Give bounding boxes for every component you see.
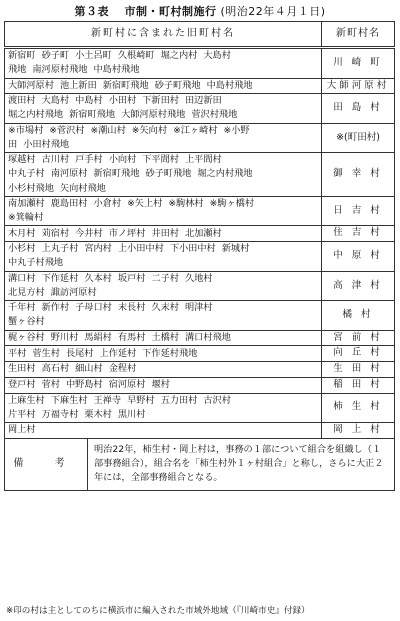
new-municipality-name: 御 幸 村 bbox=[322, 153, 395, 197]
village-name: 新宿町 bbox=[8, 50, 36, 61]
village-name: 小田村飛地 bbox=[23, 138, 70, 150]
village-name: 菅生村 bbox=[32, 347, 60, 359]
old-villages-cell bbox=[5, 226, 322, 242]
village-line bbox=[8, 256, 318, 270]
village-name: 坂戸村 bbox=[117, 272, 146, 284]
village-name: ※小野 bbox=[223, 124, 250, 136]
village-name: 大島村 bbox=[41, 95, 70, 107]
village-name: 砂子町 bbox=[41, 50, 70, 61]
village-name: ※菅沢村 bbox=[49, 124, 85, 136]
village-name: 上麻生村 bbox=[8, 394, 45, 406]
new-municipality-name: 高 津 村 bbox=[322, 271, 395, 301]
village-name: 小土呂町 bbox=[75, 50, 112, 61]
village-line bbox=[8, 315, 318, 329]
remarks-cell bbox=[5, 438, 395, 490]
old-villages-cell bbox=[5, 301, 322, 331]
village-name: 井田村 bbox=[151, 227, 179, 239]
village-name: 万福寺村 bbox=[41, 408, 79, 420]
village-name: 小倉村 bbox=[93, 197, 122, 209]
village-name: 大師河原村飛地 bbox=[121, 109, 186, 121]
village-name: 諏訪河原村 bbox=[50, 286, 97, 298]
village-name: 高石村 bbox=[41, 363, 70, 375]
village-name: 小田村 bbox=[108, 95, 137, 107]
village-name: ※市場村 bbox=[8, 124, 44, 136]
village-name: 馬絹村 bbox=[84, 331, 112, 343]
new-municipality-name: 宮 前 村 bbox=[322, 330, 395, 346]
village-name: 片平村 bbox=[8, 408, 36, 420]
new-municipality-name: 中 原 村 bbox=[322, 242, 395, 272]
village-name: 栗木村 bbox=[84, 408, 112, 420]
village-name: 王禅寺 bbox=[93, 394, 122, 406]
table-row bbox=[5, 301, 395, 331]
village-name: 下作延村飛地 bbox=[142, 347, 198, 359]
table-number: 第３表 bbox=[74, 5, 109, 18]
table-row bbox=[5, 196, 395, 226]
village-line bbox=[8, 63, 318, 77]
village-line bbox=[8, 286, 318, 300]
village-name: 岡上村 bbox=[8, 424, 36, 436]
village-name: 小杉村 bbox=[8, 243, 36, 255]
village-name: 下小田中村 bbox=[169, 243, 216, 255]
village-name: 中野島村 bbox=[65, 379, 103, 391]
village-line bbox=[8, 124, 318, 138]
village-line bbox=[8, 197, 318, 211]
village-name: 堀之内村飛地 bbox=[8, 109, 64, 121]
village-name: 新宿町飛地 bbox=[102, 79, 149, 91]
footnote: ※印の村は主としてのちに横浜市に編入された市域外地域（『川崎市史』付録） bbox=[6, 606, 310, 616]
village-name: 中島村飛地 bbox=[93, 64, 140, 76]
village-line bbox=[8, 167, 318, 181]
village-name: 金程村 bbox=[108, 363, 137, 375]
remarks-text: 明治22年，柿生村・岡上村は，事務の１部について組合を組織し（１部事務組合），組合名を「柿生村外１ヶ村組合」と称し，さらに大正２年には，全部事務組合となる。 bbox=[94, 443, 384, 484]
village-line bbox=[8, 49, 318, 63]
new-municipality-name: 住 吉 村 bbox=[322, 226, 395, 242]
village-name: 上小田中村 bbox=[117, 243, 164, 255]
old-villages-cell bbox=[5, 242, 322, 272]
village-name: 古沢村 bbox=[203, 394, 231, 406]
new-municipality-name: 橘 村 bbox=[322, 301, 395, 331]
village-name: 砂子町飛地 bbox=[154, 79, 201, 91]
new-municipality-name: 向 丘 村 bbox=[322, 346, 395, 362]
village-name: 上作延村 bbox=[99, 347, 137, 359]
village-name: ※駒ヶ橋村 bbox=[209, 197, 255, 209]
village-name: 久地村 bbox=[185, 272, 213, 284]
header-new-name: 新町村名 bbox=[322, 22, 395, 48]
village-name: 久本村 bbox=[84, 272, 112, 284]
table-row bbox=[5, 78, 395, 94]
new-municipality-name: 岡 上 村 bbox=[322, 423, 395, 439]
village-name: 木月村 bbox=[8, 227, 36, 239]
village-name: 蟹ヶ谷村 bbox=[8, 316, 45, 328]
village-name: 上平間村 bbox=[185, 154, 222, 166]
village-name: 五力田村 bbox=[160, 394, 198, 406]
village-name: 下平間村 bbox=[142, 154, 179, 166]
village-name: 有馬村 bbox=[117, 331, 146, 343]
village-name: ※矢上村 bbox=[127, 197, 163, 209]
village-name: 久根崎町 bbox=[117, 50, 155, 61]
village-name: 下新田村 bbox=[142, 95, 179, 107]
village-line bbox=[8, 153, 318, 167]
village-line bbox=[8, 79, 318, 93]
table-row bbox=[5, 271, 395, 301]
village-name: 菅沢村飛地 bbox=[191, 109, 238, 121]
village-name: ※箕輪村 bbox=[8, 212, 44, 224]
village-line bbox=[8, 408, 318, 422]
village-name: 田辺新田 bbox=[185, 95, 222, 107]
new-municipality-name: 生 田 村 bbox=[322, 362, 395, 378]
village-name: 塚越村 bbox=[8, 154, 36, 166]
village-name: 中島村飛地 bbox=[206, 79, 253, 91]
new-municipality-name: 柿 生 村 bbox=[322, 393, 395, 423]
village-name: 梶ヶ谷村 bbox=[8, 331, 45, 343]
village-name: 飛地 bbox=[8, 64, 27, 76]
village-name: 溝口村飛地 bbox=[185, 331, 231, 343]
remarks-row bbox=[5, 438, 395, 490]
village-line bbox=[8, 94, 318, 108]
old-villages-cell bbox=[5, 423, 322, 439]
village-line bbox=[8, 227, 318, 241]
village-name: ※潮山村 bbox=[90, 124, 126, 136]
village-name: 小向村 bbox=[108, 154, 137, 166]
header-old-villages: 新町村に含まれた旧町村名 bbox=[5, 22, 322, 48]
new-municipality-name: 大師河原村 bbox=[322, 78, 395, 94]
village-name: 北見方村 bbox=[8, 286, 45, 298]
village-line bbox=[8, 182, 318, 196]
village-name: 堀之内村飛地 bbox=[197, 168, 253, 180]
village-name: 二子村 bbox=[151, 272, 179, 284]
village-name: 池上新田 bbox=[59, 79, 97, 91]
village-line bbox=[8, 331, 318, 345]
village-name: 大島村 bbox=[203, 50, 231, 61]
new-municipality-name: 日 吉 村 bbox=[322, 196, 395, 226]
old-villages-cell bbox=[5, 377, 322, 393]
village-name: 上丸子村 bbox=[41, 243, 79, 255]
village-name: 子母口村 bbox=[75, 302, 112, 314]
village-name: 中丸子村 bbox=[8, 168, 45, 180]
village-name: 市ノ坪村 bbox=[108, 227, 146, 239]
village-name: 北加瀬村 bbox=[185, 227, 222, 239]
old-villages-cell bbox=[5, 196, 322, 226]
table-row bbox=[5, 362, 395, 378]
village-line bbox=[8, 394, 318, 408]
village-name: 戸手村 bbox=[75, 154, 103, 166]
table-row bbox=[5, 153, 395, 197]
municipality-table bbox=[4, 21, 395, 491]
village-name: 千年村 bbox=[8, 302, 36, 314]
village-name: 長尾村 bbox=[65, 347, 94, 359]
village-name: 田 bbox=[8, 138, 18, 150]
village-name: 南河原村飛地 bbox=[32, 64, 88, 76]
village-line bbox=[8, 362, 318, 376]
header-row bbox=[5, 22, 395, 48]
village-line bbox=[8, 211, 318, 225]
village-name: 南河原村 bbox=[50, 168, 88, 180]
remarks-label: 備 考 bbox=[5, 439, 88, 490]
village-line bbox=[8, 108, 318, 122]
village-name: 下麻生村 bbox=[50, 394, 88, 406]
village-name: 砂子町飛地 bbox=[145, 168, 192, 180]
village-name: 新城村 bbox=[221, 243, 250, 255]
village-name: 中島村 bbox=[75, 95, 103, 107]
village-name: 土橋村 bbox=[151, 331, 179, 343]
table-row bbox=[5, 346, 395, 362]
village-name: 早野村 bbox=[127, 394, 155, 406]
village-name: 末長村 bbox=[117, 302, 146, 314]
village-name: 小杉村飛地 bbox=[8, 182, 54, 194]
village-name: 溝口村 bbox=[8, 272, 36, 284]
village-name: 古川村 bbox=[41, 154, 70, 166]
village-name: 宮内村 bbox=[84, 243, 112, 255]
new-municipality-name: 田 島 村 bbox=[322, 94, 395, 124]
old-villages-cell bbox=[5, 48, 322, 79]
village-name: 新宿町飛地 bbox=[69, 109, 116, 121]
village-name: 下作延村 bbox=[41, 272, 79, 284]
table-row bbox=[5, 94, 395, 124]
old-villages-cell bbox=[5, 271, 322, 301]
village-name: 黒川村 bbox=[117, 408, 146, 420]
table-row bbox=[5, 48, 395, 79]
table-row bbox=[5, 423, 395, 439]
village-name: 細山村 bbox=[75, 363, 103, 375]
village-line bbox=[8, 378, 318, 392]
village-name: 宿河原村 bbox=[108, 379, 146, 391]
old-villages-cell bbox=[5, 94, 322, 124]
village-name: 苅宿村 bbox=[41, 227, 70, 239]
village-name: ※江ヶ崎村 bbox=[173, 124, 218, 136]
table-row bbox=[5, 377, 395, 393]
old-villages-cell bbox=[5, 78, 322, 94]
table-title-text: 市制・町村制施行 bbox=[124, 5, 217, 18]
village-name: 鹿島田村 bbox=[50, 197, 88, 209]
village-name: 中丸子村飛地 bbox=[8, 257, 64, 269]
new-municipality-name: 川 崎 町 bbox=[322, 48, 395, 79]
old-villages-cell bbox=[5, 393, 322, 423]
new-municipality-name: 稲 田 村 bbox=[322, 377, 395, 393]
village-name: 新作村 bbox=[41, 302, 70, 314]
village-name: 大師河原村 bbox=[8, 79, 54, 91]
village-name: 生田村 bbox=[8, 363, 36, 375]
village-line bbox=[8, 242, 318, 256]
village-name: 菅村 bbox=[41, 379, 60, 391]
village-line bbox=[8, 301, 318, 315]
village-line bbox=[8, 347, 318, 361]
new-municipality-name: ※(町田村) bbox=[322, 123, 395, 153]
table-title bbox=[0, 3, 400, 19]
old-villages-cell bbox=[5, 123, 322, 153]
village-line bbox=[8, 272, 318, 286]
old-villages-cell bbox=[5, 153, 322, 197]
village-name: 南加瀬村 bbox=[8, 197, 45, 209]
village-name: 渡田村 bbox=[8, 95, 36, 107]
table-row bbox=[5, 393, 395, 423]
village-name: 野川村 bbox=[50, 331, 79, 343]
village-line bbox=[8, 138, 318, 152]
table-date: (明治22年４月１日) bbox=[220, 5, 326, 18]
table-row bbox=[5, 123, 395, 153]
village-name: ※矢向村 bbox=[131, 124, 168, 136]
table-body bbox=[5, 48, 395, 439]
village-name: 登戸村 bbox=[8, 379, 36, 391]
old-villages-cell bbox=[5, 346, 322, 362]
village-name: 矢向村飛地 bbox=[59, 182, 106, 194]
village-name: 堀之内村 bbox=[160, 50, 198, 61]
village-line bbox=[8, 423, 318, 437]
village-name: 久末村 bbox=[151, 302, 179, 314]
table-row bbox=[5, 242, 395, 272]
village-name: 明津村 bbox=[185, 302, 213, 314]
table-row bbox=[5, 330, 395, 346]
old-villages-cell bbox=[5, 330, 322, 346]
village-name: 堰村 bbox=[151, 379, 170, 391]
old-villages-cell bbox=[5, 362, 322, 378]
village-name: 今井村 bbox=[75, 227, 103, 239]
village-name: 新宿町飛地 bbox=[93, 168, 140, 180]
village-name: 平村 bbox=[8, 347, 27, 359]
table-row bbox=[5, 226, 395, 242]
village-name: ※駒林村 bbox=[168, 197, 204, 209]
